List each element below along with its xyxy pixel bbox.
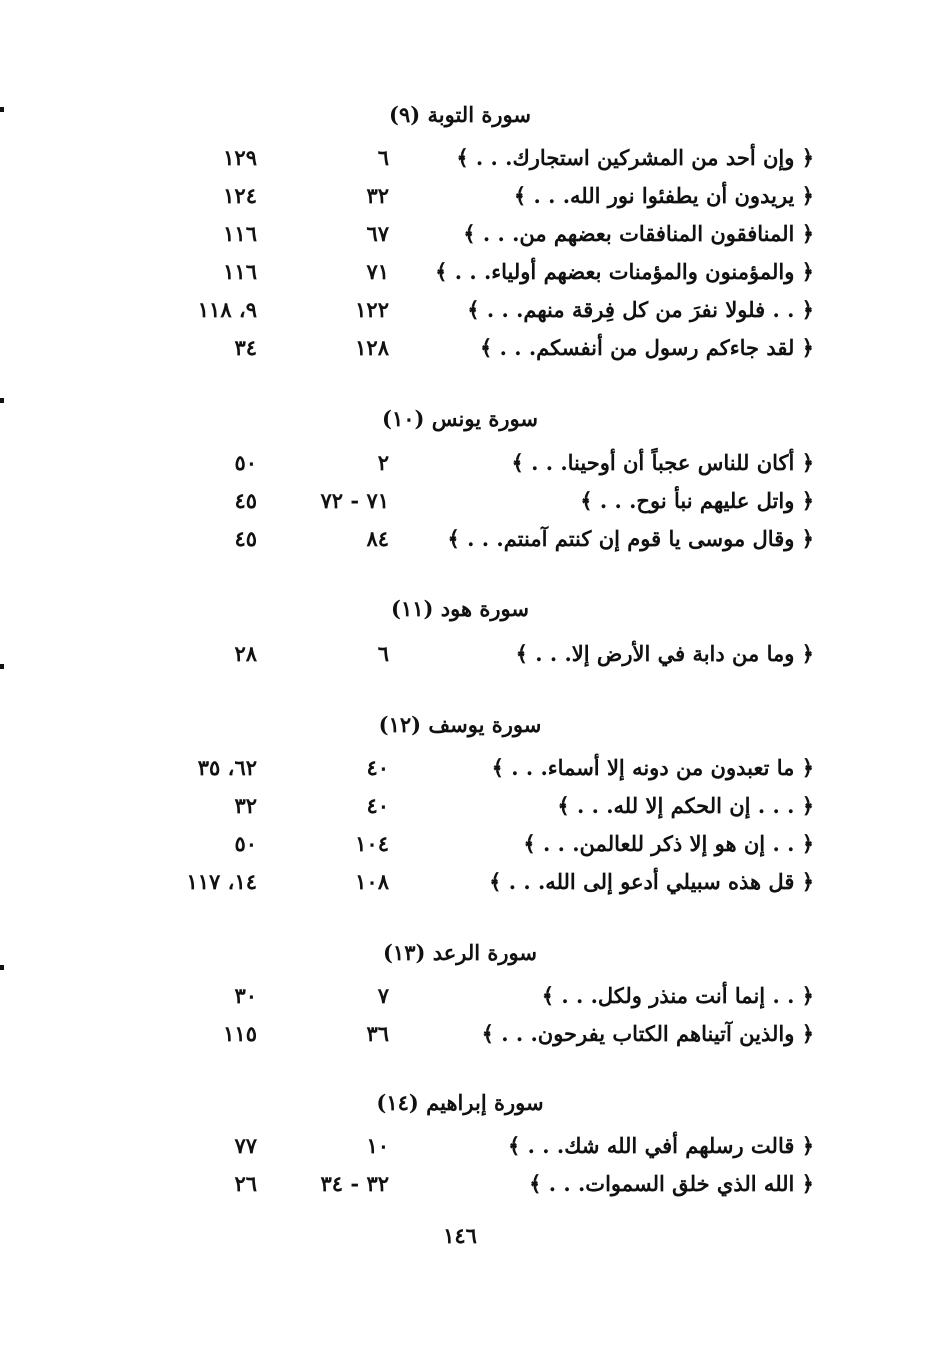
index-row [0,333,929,371]
page-reference: ٤٥ [234,526,257,551]
page-reference: ٥٠ [234,831,257,856]
surah-title: سورة الرعد (١٣) [382,940,538,965]
index-row [0,486,929,524]
ayah-number: ١٠ [366,1133,389,1158]
verse-text: ﴿ الله الذي خلق السموات. . . ﴾ [529,1171,814,1196]
page-reference: ٢٦ [234,1171,257,1196]
verse-text: ﴿ قل هذه سبيلي أدعو إلى الله. . . ﴾ [489,869,814,894]
page-reference: ١١٦ [223,259,257,284]
page-reference: ٩، ١١٨ [197,297,257,322]
page-reference: ١٢٩ [223,145,257,170]
ayah-number: ٧١ - ٧٢ [320,488,389,513]
index-row [0,448,929,486]
ayah-number: ٨٤ [366,526,389,551]
ayah-number: ٢ [377,450,389,475]
index-row [0,753,929,791]
verse-text: ﴿ . . إنما أنت منذر ولكل. . . ﴾ [541,983,814,1008]
index-row [0,219,929,257]
verse-text: ﴿ . . . إن الحكم إلا لله. . . ﴾ [557,793,814,818]
verse-text: ﴿ . . إن هو إلا ذكر للعالمن. . . ﴾ [523,831,814,856]
verse-text: ﴿ أكان للناس عجباً أن أوحينا. . . ﴾ [511,450,814,475]
page-reference: ٥٠ [234,450,257,475]
verse-text: ﴿ وما من دابة في الأرض إلا. . . ﴾ [515,641,814,666]
ayah-number: ٧ [377,983,389,1008]
ayah-number: ٦ [377,641,389,666]
verse-text: ﴿ لقد جاءكم رسول من أنفسكم. . . ﴾ [480,335,814,360]
index-row [0,791,929,829]
verse-text: ﴿ وقال موسى يا قوم إن كنتم آمنتم. . . ﴾ [447,526,814,551]
surah-title: سورة التوبة (٩) [389,102,531,127]
ayah-number: ٦ [377,145,389,170]
verse-text: ﴿ قالت رسلهم أفي الله شك. . . ﴾ [508,1133,814,1158]
page-reference: ٣٤ [234,335,257,360]
verse-text: ﴿ المنافقون المنافقات بعضهم من. . . ﴾ [463,221,814,246]
margin-mark [0,107,4,112]
index-row [0,981,929,1019]
page-reference: ١٤، ١١٧ [186,869,257,894]
page-number: ١٤٦ [443,1223,477,1248]
ayah-number: ٦٧ [366,221,389,246]
page-reference: ٢٨ [234,641,257,666]
surah-title: سورة يوسف (١٢) [378,712,542,737]
page-reference: ١٢٤ [223,183,257,208]
index-row [0,829,929,867]
index-row [0,1169,929,1207]
ayah-number: ١٢٢ [355,297,389,322]
verse-text: ﴿ . . فلولا نفرَ من كل فِرقة منهم. . . ﴾ [467,297,814,322]
surah-title: سورة يونس (١٠) [382,406,538,431]
page-reference: ٦٢، ٣٥ [197,755,257,780]
page-reference: ٣٢ [234,793,257,818]
index-row [0,181,929,219]
index-row [0,524,929,562]
ayah-number: ٣٢ [366,183,389,208]
page-reference: ١١٥ [223,1021,257,1046]
margin-mark [0,965,4,970]
verse-text: ﴿ واتل عليهم نبأ نوح. . . ﴾ [580,488,814,513]
margin-mark [0,664,4,669]
ayah-number: ٤٠ [366,793,389,818]
index-row [0,1131,929,1169]
surah-title: سورة هود (١١) [391,596,529,621]
margin-mark [0,398,4,403]
verse-text: ﴿ يريدون أن يطفئوا نور الله. . . ﴾ [513,183,814,208]
ayah-number: ٤٠ [366,755,389,780]
index-row [0,257,929,295]
ayah-number: ١٠٤ [355,831,389,856]
page-reference: ٣٠ [234,983,257,1008]
index-row [0,867,929,905]
ayah-number: ٣٢ - ٣٤ [320,1171,389,1196]
index-row [0,295,929,333]
index-row [0,1019,929,1057]
surah-title: سورة إبراهيم (١٤) [376,1090,544,1115]
page-reference: ١١٦ [223,221,257,246]
verse-text: ﴿ والذين آتيناهم الكتاب يفرحون. . . ﴾ [481,1021,814,1046]
verse-text: ﴿ وإن أحد من المشركين استجارك. . . ﴾ [456,145,814,170]
ayah-number: ١٠٨ [355,869,389,894]
verse-text: ﴿ والمؤمنون والمؤمنات بعضهم أولياء. . . ﴾ [435,259,814,284]
page-reference: ٤٥ [234,488,257,513]
index-row [0,143,929,181]
ayah-number: ٧١ [366,259,389,284]
page-reference: ٧٧ [234,1133,257,1158]
index-row [0,639,929,677]
ayah-number: ١٢٨ [355,335,389,360]
ayah-number: ٣٦ [366,1021,389,1046]
verse-text: ﴿ ما تعبدون من دونه إلا أسماء. . . ﴾ [491,755,814,780]
